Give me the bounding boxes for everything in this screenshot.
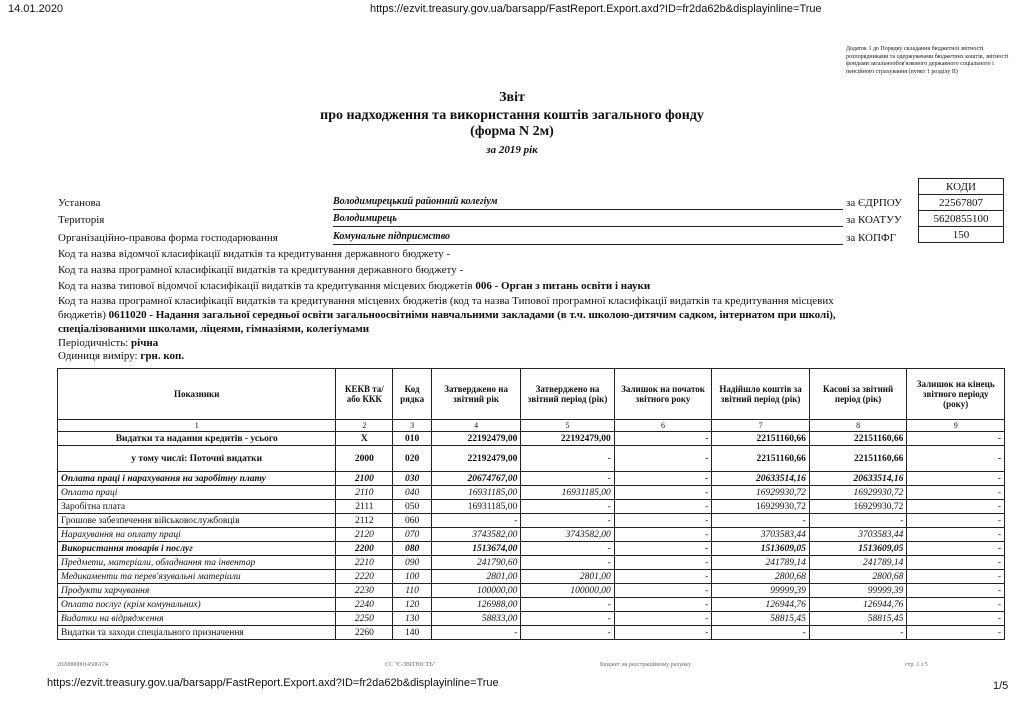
edrpou-code: 22567807 — [919, 195, 1004, 211]
codes-table — [918, 178, 1004, 243]
table-cell: 060 — [393, 514, 432, 528]
table-cell: 020 — [393, 446, 432, 472]
table-cell: 22151160,66 — [712, 432, 810, 446]
table-cell: 241789,14 — [809, 556, 907, 570]
institution-value: Володимирецький районний колегіум — [333, 196, 843, 210]
table-row — [58, 556, 1005, 570]
table-cell: 20674767,00 — [431, 472, 520, 486]
table-cell: 126988,00 — [431, 598, 520, 612]
row-label: Предмети, матеріали, обладнання та інвентар — [58, 556, 336, 570]
table-cell: 16929930,72 — [712, 500, 810, 514]
table-cell: 2260 — [336, 626, 393, 640]
table-cell: 16929930,72 — [712, 486, 810, 500]
table-cell: 16929930,72 — [809, 500, 907, 514]
table-cell: 030 — [393, 472, 432, 486]
table-cell: 22192479,00 — [431, 432, 520, 446]
column-index: 4 — [431, 420, 520, 432]
local-prog-code-value: 0611020 - Надання загальної середньої освіти загальноосвітніми навчальними закладами (в т.ч. школою-дитячим садком, інтернатом при школі), спеціалізованими школами, ліцеями, гімназіями, колегіумами — [58, 309, 836, 335]
print-date: 14.01.2020 — [8, 3, 64, 15]
table-row — [58, 626, 1005, 640]
table-cell: - — [614, 528, 712, 542]
table-cell: 58833,00 — [431, 612, 520, 626]
table-cell: - — [614, 500, 712, 514]
table-row — [58, 486, 1005, 500]
table-cell: - — [712, 626, 810, 640]
table-cell: - — [521, 542, 614, 556]
column-header: Показники — [58, 369, 336, 420]
table-cell: 010 — [393, 432, 432, 446]
table-cell: 241789,14 — [712, 556, 810, 570]
table-cell: - — [614, 598, 712, 612]
table-row — [58, 570, 1005, 584]
table-cell: 2800,68 — [712, 570, 810, 584]
local-prog-code — [58, 294, 848, 336]
print-page-number: 1/5 — [993, 680, 1009, 692]
table-cell: 2250 — [336, 612, 393, 626]
row-label: Видатки та надання кредитів - усього — [58, 432, 336, 446]
table-cell: 1513674,00 — [431, 542, 520, 556]
org-form-value: Комунальне підприємство — [333, 231, 843, 245]
table-cell: 2800,68 — [809, 570, 907, 584]
table-cell: 2240 — [336, 598, 393, 612]
table-cell: - — [614, 570, 712, 584]
column-header: Надійшло коштів за звітний період (рік) — [712, 369, 810, 420]
table-cell: 16929930,72 — [809, 486, 907, 500]
table-cell: - — [431, 514, 520, 528]
table-row — [58, 446, 1005, 472]
column-index: 3 — [393, 420, 432, 432]
table-cell: 3703583,44 — [712, 528, 810, 542]
row-label: Нарахування на оплату праці — [58, 528, 336, 542]
table-cell: - — [907, 598, 1005, 612]
table-cell: - — [521, 500, 614, 514]
table-cell: - — [614, 542, 712, 556]
table-cell: 2100 — [336, 472, 393, 486]
table-cell: 2801,00 — [521, 570, 614, 584]
table-cell: - — [907, 542, 1005, 556]
table-cell: - — [614, 556, 712, 570]
table-cell: 126944,76 — [809, 598, 907, 612]
local-dept-code-label: Код та назва типової відомчої класифікації видатків та кредитування місцевих бюджетів — [58, 280, 476, 292]
edrpou-label: за ЄДРПОУ — [846, 197, 902, 209]
table-cell: - — [614, 514, 712, 528]
sheet-number: стр. 1 з 5 — [905, 662, 928, 668]
periodicity-value: річна — [131, 337, 159, 349]
table-row — [58, 528, 1005, 542]
column-index: 9 — [907, 420, 1005, 432]
report-table — [57, 368, 1005, 640]
table-cell: X — [336, 432, 393, 446]
table-cell: 100 — [393, 570, 432, 584]
table-cell: - — [907, 514, 1005, 528]
table-row — [58, 472, 1005, 486]
row-label: Оплата праці — [58, 486, 336, 500]
table-cell: - — [521, 626, 614, 640]
local-prog-code-label: Код та назва програмної класифікації видатків та кредитування місцевих бюджетів (код та назва Типової програмної класифікації видатків та кредитування місцевих бюджетів) — [58, 295, 834, 321]
table-cell: 16931185,00 — [431, 500, 520, 514]
row-label: Медикаменти та перев'язувальні матеріали — [58, 570, 336, 584]
footer-note: Бюджет на реєстраційному рахунку — [600, 662, 692, 668]
koatuu-label: за КОАТУУ — [846, 214, 902, 226]
table-cell: 16931185,00 — [521, 486, 614, 500]
row-label: Оплата праці і нарахування на заробітну плату — [58, 472, 336, 486]
table-row — [58, 542, 1005, 556]
table-cell: - — [907, 500, 1005, 514]
table-cell: - — [614, 612, 712, 626]
table-row — [58, 584, 1005, 598]
table-cell: - — [907, 612, 1005, 626]
table-cell: 241790,60 — [431, 556, 520, 570]
table-cell: - — [614, 432, 712, 446]
table-cell: 110 — [393, 584, 432, 598]
row-label: Грошове забезпечення військовослужбовців — [58, 514, 336, 528]
table-cell: - — [614, 626, 712, 640]
column-index: 6 — [614, 420, 712, 432]
table-cell: - — [809, 514, 907, 528]
report-subtitle: про надходження та використання коштів загального фонду — [320, 108, 704, 123]
table-cell: - — [907, 626, 1005, 640]
table-cell: 2000 — [336, 446, 393, 472]
table-cell: 126944,76 — [712, 598, 810, 612]
table-cell: - — [907, 584, 1005, 598]
table-cell: 2801,00 — [431, 570, 520, 584]
table-cell: 2112 — [336, 514, 393, 528]
table-cell: - — [521, 556, 614, 570]
table-cell: 2220 — [336, 570, 393, 584]
table-cell: 22151160,66 — [809, 446, 907, 472]
column-header: Код рядка — [393, 369, 432, 420]
local-dept-code — [58, 280, 650, 292]
print-url-footer: https://ezvit.treasury.gov.ua/barsapp/FastReport.Export.axd?ID=fr2da62b&displayinline=True — [47, 677, 499, 689]
table-cell: - — [614, 486, 712, 500]
column-index: 2 — [336, 420, 393, 432]
table-cell: 120 — [393, 598, 432, 612]
kopfg-label: за КОПФГ — [846, 232, 896, 244]
unit-value: грн. коп. — [140, 350, 185, 362]
table-cell: 16931185,00 — [431, 486, 520, 500]
table-cell: - — [907, 556, 1005, 570]
table-cell: 100000,00 — [431, 584, 520, 598]
table-cell: 3703583,44 — [809, 528, 907, 542]
table-cell: 3743582,00 — [521, 528, 614, 542]
unit-label: Одиниця виміру: — [58, 350, 141, 362]
row-label: Видатки та заходи спеціального призначення — [58, 626, 336, 640]
table-cell: - — [431, 626, 520, 640]
table-row — [58, 500, 1005, 514]
table-cell: 20633514,16 — [712, 472, 810, 486]
table-row — [58, 514, 1005, 528]
table-cell: - — [521, 612, 614, 626]
table-cell: - — [614, 446, 712, 472]
table-cell: 2230 — [336, 584, 393, 598]
table-cell: 99999,39 — [809, 584, 907, 598]
periodicity-label: Періодичність: — [58, 337, 132, 349]
doc-id: 20200000014506174 — [57, 662, 108, 668]
table-row — [58, 612, 1005, 626]
table-cell: 22151160,66 — [809, 432, 907, 446]
table-body — [58, 432, 1005, 640]
table-cell: 2200 — [336, 542, 393, 556]
table-row — [58, 432, 1005, 446]
codes-header: КОДИ — [919, 179, 1004, 195]
org-form-label: Організаційно-правова форма господарювання — [58, 232, 278, 244]
state-dept-code: Код та назва відомчої класифікації видатків та кредитування державного бюджету - — [58, 248, 451, 260]
table-cell: 2110 — [336, 486, 393, 500]
column-index: 5 — [521, 420, 614, 432]
table-cell: 140 — [393, 626, 432, 640]
column-index: 1 — [58, 420, 336, 432]
table-cell: 22151160,66 — [712, 446, 810, 472]
table-cell: 58815,45 — [712, 612, 810, 626]
territory-value: Володимирець — [333, 213, 843, 227]
unit — [58, 350, 184, 362]
table-cell: - — [907, 570, 1005, 584]
table-cell: - — [521, 472, 614, 486]
report-period: за 2019 рік — [486, 144, 538, 156]
column-header: Залишок на кінець звітного періоду (року) — [907, 369, 1005, 420]
row-label: Видатки на відрядження — [58, 612, 336, 626]
periodicity — [58, 337, 158, 349]
row-label: Продукти харчування — [58, 584, 336, 598]
local-dept-code-value: 006 - Орган з питань освіти і науки — [475, 280, 651, 292]
table-cell: - — [521, 598, 614, 612]
table-cell: 040 — [393, 486, 432, 500]
table-cell: - — [614, 584, 712, 598]
system-name: ЄС "Є-ЗВІТНІСТЬ" — [385, 662, 436, 668]
table-row — [58, 598, 1005, 612]
row-label: Оплата послуг (крім комунальних) — [58, 598, 336, 612]
table-cell: 2120 — [336, 528, 393, 542]
table-index-row — [58, 420, 1005, 432]
table-cell: - — [809, 626, 907, 640]
table-cell: 22192479,00 — [431, 446, 520, 472]
koatuu-code: 5620855100 — [919, 211, 1004, 227]
column-header: Затверджено на звітний рік — [431, 369, 520, 420]
column-header: Затверджено на звітний період (рік) — [521, 369, 614, 420]
table-cell: 58815,45 — [809, 612, 907, 626]
table-cell: 070 — [393, 528, 432, 542]
report-title: Звіт — [499, 90, 525, 105]
table-cell: 090 — [393, 556, 432, 570]
table-cell: 1513609,05 — [809, 542, 907, 556]
table-cell: 99999,39 — [712, 584, 810, 598]
table-cell: - — [614, 472, 712, 486]
row-label: у тому числі: Поточні видатки — [58, 446, 336, 472]
table-cell: - — [907, 446, 1005, 472]
column-index: 7 — [712, 420, 810, 432]
table-cell: 2210 — [336, 556, 393, 570]
form-number: (форма N 2м) — [470, 124, 554, 139]
table-cell: - — [907, 486, 1005, 500]
table-cell: 2111 — [336, 500, 393, 514]
row-label: Заробітна плата — [58, 500, 336, 514]
table-cell: 20633514,16 — [809, 472, 907, 486]
table-cell: - — [907, 472, 1005, 486]
territory-label: Територія — [58, 214, 105, 226]
table-cell: - — [521, 446, 614, 472]
table-cell: - — [907, 432, 1005, 446]
column-header: Залишок на початок звітного року — [614, 369, 712, 420]
table-cell: 22192479,00 — [521, 432, 614, 446]
table-cell: 1513609,05 — [712, 542, 810, 556]
table-cell: 3743582,00 — [431, 528, 520, 542]
kopfg-code: 150 — [919, 227, 1004, 243]
institution-label: Установа — [58, 197, 101, 209]
print-url-header: https://ezvit.treasury.gov.ua/barsapp/FastReport.Export.axd?ID=fr2da62b&displayinline=True — [370, 3, 822, 15]
table-cell: 130 — [393, 612, 432, 626]
state-prog-code: Код та назва програмної класифікації видатків та кредитування державного бюджету - — [58, 264, 464, 276]
table-cell: - — [521, 514, 614, 528]
table-cell: - — [712, 514, 810, 528]
table-cell: 100000,00 — [521, 584, 614, 598]
column-index: 8 — [809, 420, 907, 432]
table-cell: 050 — [393, 500, 432, 514]
appendix-note: Додаток 1 до Порядку складання бюджетної звітності розпорядниками та одержувачами бюджетних коштів, звітності фондами загальнообов'язкового державного соціального і пенсійного страхування (пункт 1 розділу II) — [846, 46, 1009, 75]
row-label: Використання товарів і послуг — [58, 542, 336, 556]
column-header: Касові за звітний період (рік) — [809, 369, 907, 420]
table-cell: - — [907, 528, 1005, 542]
column-header: КЕКВ та/або ККК — [336, 369, 393, 420]
table-cell: 080 — [393, 542, 432, 556]
table-header-row — [58, 369, 1005, 420]
